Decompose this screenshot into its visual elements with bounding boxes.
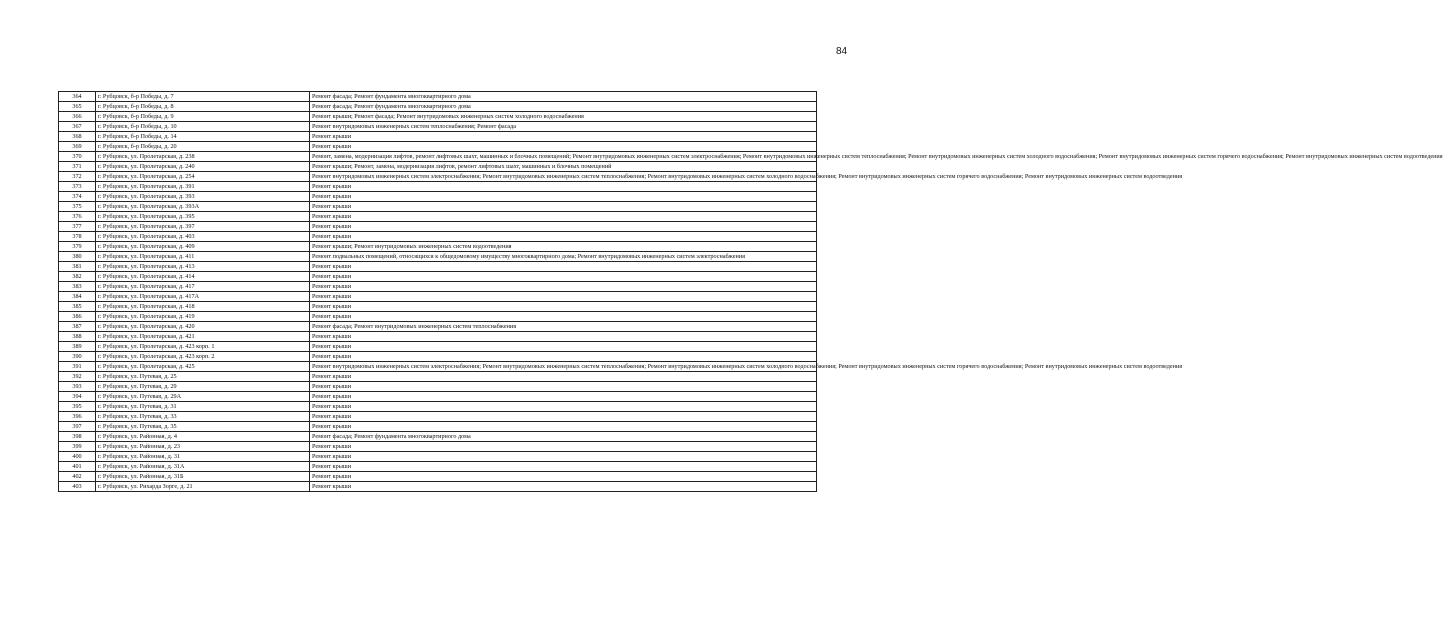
row-address: г. Рубцовск, б-р Победы, д. 10 — [96, 122, 310, 132]
row-work-type: Ремонт крыши — [310, 222, 817, 232]
row-address: г. Рубцовск, ул. Пролетарская, д. 254 — [96, 172, 310, 182]
table-row — [59, 252, 817, 262]
row-number: 382 — [59, 272, 96, 282]
row-address: г. Рубцовск, ул. Путевая, д. 25 — [96, 372, 310, 382]
table-row — [59, 142, 817, 152]
table-row — [59, 322, 817, 332]
row-address: г. Рубцовск, ул. Путевая, д. 33 — [96, 412, 310, 422]
row-address: г. Рубцовск, ул. Путевая, д. 29 — [96, 382, 310, 392]
row-address: г. Рубцовск, ул. Районная, д. 31Б — [96, 472, 310, 482]
row-number: 380 — [59, 252, 96, 262]
row-address: г. Рубцовск, ул. Пролетарская, д. 414 — [96, 272, 310, 282]
row-address: г. Рубцовск, б-р Победы, д. 20 — [96, 142, 310, 152]
row-number: 374 — [59, 192, 96, 202]
row-number: 398 — [59, 432, 96, 442]
row-work-type: Ремонт внутридомовых инженерных систем электроснабжения; Ремонт внутридомовых инженерных систем теплоснабжения; Ремонт внутридомовых инженерных систем холодного водоснабжения; Ремонт внутридомовых инженерных систем горячего водоснабжения; Ремонт внутридомовых инженерных систем водоотведения — [310, 362, 817, 372]
table-row — [59, 342, 817, 352]
table-row — [59, 292, 817, 302]
row-number: 386 — [59, 312, 96, 322]
row-work-type: Ремонт крыши — [310, 382, 817, 392]
repair-table — [58, 91, 1443, 492]
table-row — [59, 382, 817, 392]
row-work-type: Ремонт крыши; Ремонт внутридомовых инженерных систем водоотведения — [310, 242, 817, 252]
row-number: 370 — [59, 152, 96, 162]
row-number: 378 — [59, 232, 96, 242]
table-row — [59, 452, 817, 462]
table-row — [59, 232, 817, 242]
row-address: г. Рубцовск, ул. Районная, д. 4 — [96, 432, 310, 442]
row-address: г. Рубцовск, ул. Пролетарская, д. 403 — [96, 232, 310, 242]
row-number: 390 — [59, 352, 96, 362]
table-row — [59, 372, 817, 382]
table-row — [59, 312, 817, 322]
row-work-type: Ремонт крыши — [310, 372, 817, 382]
row-address: г. Рубцовск, б-р Победы, д. 7 — [96, 92, 310, 102]
table-row — [59, 102, 817, 112]
row-number: 376 — [59, 212, 96, 222]
row-number: 366 — [59, 112, 96, 122]
row-work-type: Ремонт фасада; Ремонт фундамента многоквартирного дома — [310, 432, 817, 442]
row-number: 364 — [59, 92, 96, 102]
row-address: г. Рубцовск, ул. Путевая, д. 29А — [96, 392, 310, 402]
row-address: г. Рубцовск, ул. Районная, д. 31 — [96, 452, 310, 462]
row-address: г. Рубцовск, ул. Пролетарская, д. 395 — [96, 212, 310, 222]
row-number: 392 — [59, 372, 96, 382]
row-number: 387 — [59, 322, 96, 332]
row-work-type: Ремонт фасада; Ремонт фундамента многоквартирного дома — [310, 92, 817, 102]
row-work-type: Ремонт крыши — [310, 422, 817, 432]
table-row — [59, 432, 817, 442]
row-work-type: Ремонт крыши — [310, 142, 817, 152]
table-row — [59, 172, 817, 182]
row-number: 400 — [59, 452, 96, 462]
row-address: г. Рубцовск, ул. Путевая, д. 35 — [96, 422, 310, 432]
row-address: г. Рубцовск, ул. Пролетарская, д. 409 — [96, 242, 310, 252]
row-work-type: Ремонт подвальных помещений, относящихся к общедомовому имуществу многоквартирного дома; Ремонт внутридомовых инженерных систем электроснабжения — [310, 252, 817, 262]
row-number: 383 — [59, 282, 96, 292]
row-number: 375 — [59, 202, 96, 212]
table-row — [59, 122, 817, 132]
table-row — [59, 302, 817, 312]
row-number: 381 — [59, 262, 96, 272]
row-number: 399 — [59, 442, 96, 452]
table-row — [59, 92, 817, 102]
row-address: г. Рубцовск, ул. Пролетарская, д. 423 корп. 1 — [96, 342, 310, 352]
table-row — [59, 482, 817, 492]
table-row — [59, 332, 817, 342]
row-number: 384 — [59, 292, 96, 302]
row-address: г. Рубцовск, ул. Пролетарская, д. 420 — [96, 322, 310, 332]
row-work-type: Ремонт крыши — [310, 332, 817, 342]
row-work-type: Ремонт крыши — [310, 192, 817, 202]
row-number: 395 — [59, 402, 96, 412]
table-row — [59, 392, 817, 402]
table-row — [59, 462, 817, 472]
page-number: 84 — [836, 46, 848, 57]
row-number: 369 — [59, 142, 96, 152]
row-work-type: Ремонт крыши — [310, 282, 817, 292]
row-work-type: Ремонт крыши — [310, 232, 817, 242]
row-work-type: Ремонт крыши — [310, 272, 817, 282]
row-work-type: Ремонт крыши — [310, 202, 817, 212]
table-row — [59, 212, 817, 222]
row-work-type: Ремонт крыши — [310, 442, 817, 452]
row-address: г. Рубцовск, ул. Пролетарская, д. 417А — [96, 292, 310, 302]
table-row — [59, 242, 817, 252]
table-row — [59, 152, 817, 162]
row-address: г. Рубцовск, б-р Победы, д. 9 — [96, 112, 310, 122]
row-number: 401 — [59, 462, 96, 472]
row-work-type: Ремонт крыши — [310, 292, 817, 302]
row-work-type: Ремонт крыши — [310, 412, 817, 422]
row-number: 389 — [59, 342, 96, 352]
row-work-type: Ремонт крыши; Ремонт фасада; Ремонт внутридомовых инженерных систем холодного водоснабжения — [310, 112, 817, 122]
row-number: 403 — [59, 482, 96, 492]
row-number: 388 — [59, 332, 96, 342]
table-row — [59, 202, 817, 212]
row-number: 402 — [59, 472, 96, 482]
row-address: г. Рубцовск, ул. Рихарда Зорге, д. 21 — [96, 482, 310, 492]
row-work-type: Ремонт крыши — [310, 392, 817, 402]
table-row — [59, 422, 817, 432]
table-row — [59, 162, 817, 172]
row-address: г. Рубцовск, ул. Пролетарская, д. 421 — [96, 332, 310, 342]
row-address: г. Рубцовск, ул. Пролетарская, д. 238 — [96, 152, 310, 162]
table-row — [59, 442, 817, 452]
row-number: 394 — [59, 392, 96, 402]
row-work-type: Ремонт крыши — [310, 212, 817, 222]
table-row — [59, 192, 817, 202]
table-row — [59, 262, 817, 272]
table-row — [59, 272, 817, 282]
row-address: г. Рубцовск, ул. Пролетарская, д. 423 корп. 2 — [96, 352, 310, 362]
row-work-type: Ремонт крыши — [310, 482, 817, 492]
row-address: г. Рубцовск, ул. Пролетарская, д. 397 — [96, 222, 310, 232]
row-work-type: Ремонт крыши — [310, 262, 817, 272]
row-work-type: Ремонт, замена, модернизация лифтов, ремонт лифтовых шахт, машинных и блочных помещений; Ремонт внутридомовых инженерных систем электроснабжения; Ремонт внутридомовых инженерных систем теплоснабжения; Ремонт внутридомовых инженерных систем холодного водоснабжения; Ремонт внутридомовых инженерных систем горячего водоснабжения; Ремонт внутридомовых инженерных систем водоотведения — [310, 152, 817, 162]
row-address: г. Рубцовск, ул. Пролетарская, д. 411 — [96, 252, 310, 262]
row-number: 365 — [59, 102, 96, 112]
row-number: 377 — [59, 222, 96, 232]
row-number: 396 — [59, 412, 96, 422]
row-work-type: Ремонт крыши — [310, 352, 817, 362]
row-work-type: Ремонт крыши — [310, 472, 817, 482]
table-row — [59, 282, 817, 292]
table-row — [59, 412, 817, 422]
row-address: г. Рубцовск, ул. Пролетарская, д. 393 — [96, 192, 310, 202]
row-work-type: Ремонт крыши — [310, 312, 817, 322]
row-work-type: Ремонт крыши; Ремонт, замена, модернизация лифтов, ремонт лифтовых шахт, машинных и блочных помещений — [310, 162, 817, 172]
table-row — [59, 352, 817, 362]
row-address: г. Рубцовск, ул. Пролетарская, д. 419 — [96, 312, 310, 322]
row-address: г. Рубцовск, ул. Пролетарская, д. 391 — [96, 182, 310, 192]
table-row — [59, 132, 817, 142]
row-work-type: Ремонт крыши — [310, 182, 817, 192]
row-number: 373 — [59, 182, 96, 192]
row-work-type: Ремонт крыши — [310, 342, 817, 352]
row-work-type: Ремонт крыши — [310, 462, 817, 472]
row-work-type: Ремонт крыши — [310, 132, 817, 142]
row-work-type: Ремонт внутридомовых инженерных систем электроснабжения; Ремонт внутридомовых инженерных систем теплоснабжения; Ремонт внутридомовых инженерных систем холодного водоснабжения; Ремонт внутридомовых инженерных систем горячего водоснабжения; Ремонт внутридомовых инженерных систем водоотведения — [310, 172, 817, 182]
row-address: г. Рубцовск, ул. Пролетарская, д. 393А — [96, 202, 310, 212]
row-number: 367 — [59, 122, 96, 132]
row-number: 379 — [59, 242, 96, 252]
row-address: г. Рубцовск, ул. Пролетарская, д. 418 — [96, 302, 310, 312]
table-row — [59, 112, 817, 122]
row-work-type: Ремонт крыши — [310, 402, 817, 412]
row-work-type: Ремонт крыши — [310, 302, 817, 312]
row-work-type: Ремонт крыши — [310, 452, 817, 462]
table-row — [59, 402, 817, 412]
row-address: г. Рубцовск, ул. Пролетарская, д. 425 — [96, 362, 310, 372]
row-address: г. Рубцовск, ул. Пролетарская, д. 240 — [96, 162, 310, 172]
row-address: г. Рубцовск, ул. Районная, д. 31А — [96, 462, 310, 472]
row-work-type: Ремонт фасада; Ремонт фундамента многоквартирного дома — [310, 102, 817, 112]
row-number: 385 — [59, 302, 96, 312]
row-address: г. Рубцовск, ул. Пролетарская, д. 413 — [96, 262, 310, 272]
table-row — [59, 472, 817, 482]
row-number: 397 — [59, 422, 96, 432]
row-work-type: Ремонт внутридомовых инженерных систем теплоснабжения; Ремонт фасада — [310, 122, 817, 132]
table-body — [59, 92, 1443, 492]
row-number: 372 — [59, 172, 96, 182]
row-address: г. Рубцовск, ул. Пролетарская, д. 417 — [96, 282, 310, 292]
row-address: г. Рубцовск, ул. Путевая, д. 31 — [96, 402, 310, 412]
row-address: г. Рубцовск, б-р Победы, д. 8 — [96, 102, 310, 112]
row-number: 393 — [59, 382, 96, 392]
row-number: 391 — [59, 362, 96, 372]
row-address: г. Рубцовск, б-р Победы, д. 14 — [96, 132, 310, 142]
table-row — [59, 362, 817, 372]
row-address: г. Рубцовск, ул. Районная, д. 23 — [96, 442, 310, 452]
row-number: 368 — [59, 132, 96, 142]
row-number: 371 — [59, 162, 96, 172]
table-row — [59, 222, 817, 232]
row-work-type: Ремонт фасада; Ремонт внутридомовых инженерных систем теплоснабжения — [310, 322, 817, 332]
table-row — [59, 182, 817, 192]
